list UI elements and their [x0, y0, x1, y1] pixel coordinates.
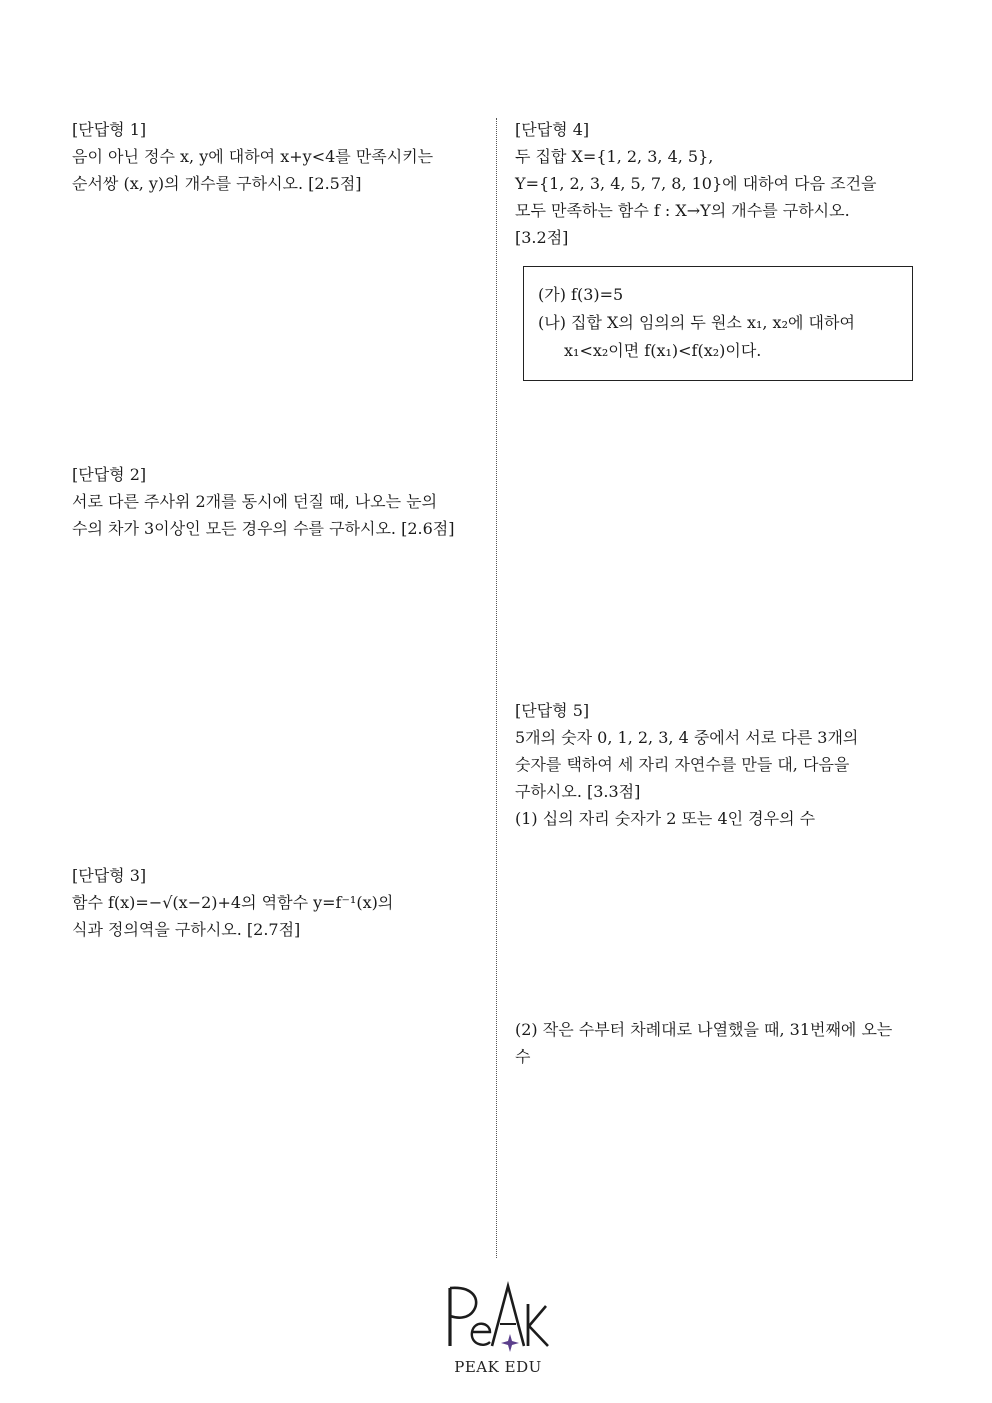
problem-3-heading: [단답형 3] [72, 866, 147, 885]
problem-5-part-2 [515, 1016, 917, 1070]
peak-logo-mark [440, 1280, 556, 1356]
problem-5-question-2-line-2: 수 [515, 1047, 531, 1066]
problem-3-line-2: 식과 정의역을 구하시오. [2.7점] [72, 920, 301, 939]
condition-b-line-1: (나) 집합 X의 임의의 두 원소 x₁, x₂에 대하여 [538, 313, 855, 332]
problem-1-line-2: 순서쌍 (x, y)의 개수를 구하시오. [2.5점] [72, 174, 362, 193]
problem-4-line-3: 모두 만족하는 함수 f : X→Y의 개수를 구하시오. [515, 201, 850, 220]
problem-4 [515, 116, 917, 251]
problem-5-line-3: 구하시오. [3.3점] [515, 782, 641, 801]
star-icon [501, 1334, 519, 1352]
problem-5-heading: [단답형 5] [515, 701, 590, 720]
problem-4-line-1: 두 집합 X={1, 2, 3, 4, 5}, [515, 147, 714, 166]
problem-5-question-1: (1) 십의 자리 숫자가 2 또는 4인 경우의 수 [515, 809, 816, 828]
logo-wordmark: PEAK EDU [454, 1358, 542, 1376]
condition-b-line-2: x₁<x₂이면 f(x₁)<f(x₂)이다. [564, 341, 762, 360]
problem-5 [515, 697, 917, 832]
problem-4-line-2: Y={1, 2, 3, 4, 5, 7, 8, 10}에 대하여 다음 조건을 [515, 174, 877, 193]
problem-4-heading: [단답형 4] [515, 120, 590, 139]
problem-5-line-1: 5개의 숫자 0, 1, 2, 3, 4 중에서 서로 다른 3개의 [515, 728, 859, 747]
problem-2-heading: [단답형 2] [72, 465, 147, 484]
problem-1-line-1: 음이 아닌 정수 x, y에 대하여 x+y<4를 만족시키는 [72, 147, 434, 166]
problem-2-line-2: 수의 차가 3이상인 모든 경우의 수를 구하시오. [2.6점] [72, 519, 455, 538]
problem-1-heading: [단답형 1] [72, 120, 147, 139]
problem-3-line-1: 함수 f(x)=−√(x−2)+4의 역함수 y=f⁻¹(x)의 [72, 893, 394, 912]
problem-5-line-2: 숫자를 택하여 세 자리 자연수를 만들 대, 다음을 [515, 755, 850, 774]
column-divider [496, 118, 497, 1258]
problem-5-question-2-line-1: (2) 작은 수부터 차례대로 나열했을 때, 31번째에 오는 [515, 1020, 893, 1039]
conditions-box [523, 266, 913, 381]
problem-4-line-4: [3.2점] [515, 228, 569, 247]
problem-2 [72, 461, 492, 542]
peak-edu-logo [440, 1280, 556, 1375]
problem-3 [72, 862, 492, 943]
condition-a: (가) f(3)=5 [538, 285, 624, 304]
problem-1 [72, 116, 492, 197]
problem-2-line-1: 서로 다른 주사위 2개를 동시에 던질 때, 나오는 눈의 [72, 492, 438, 511]
